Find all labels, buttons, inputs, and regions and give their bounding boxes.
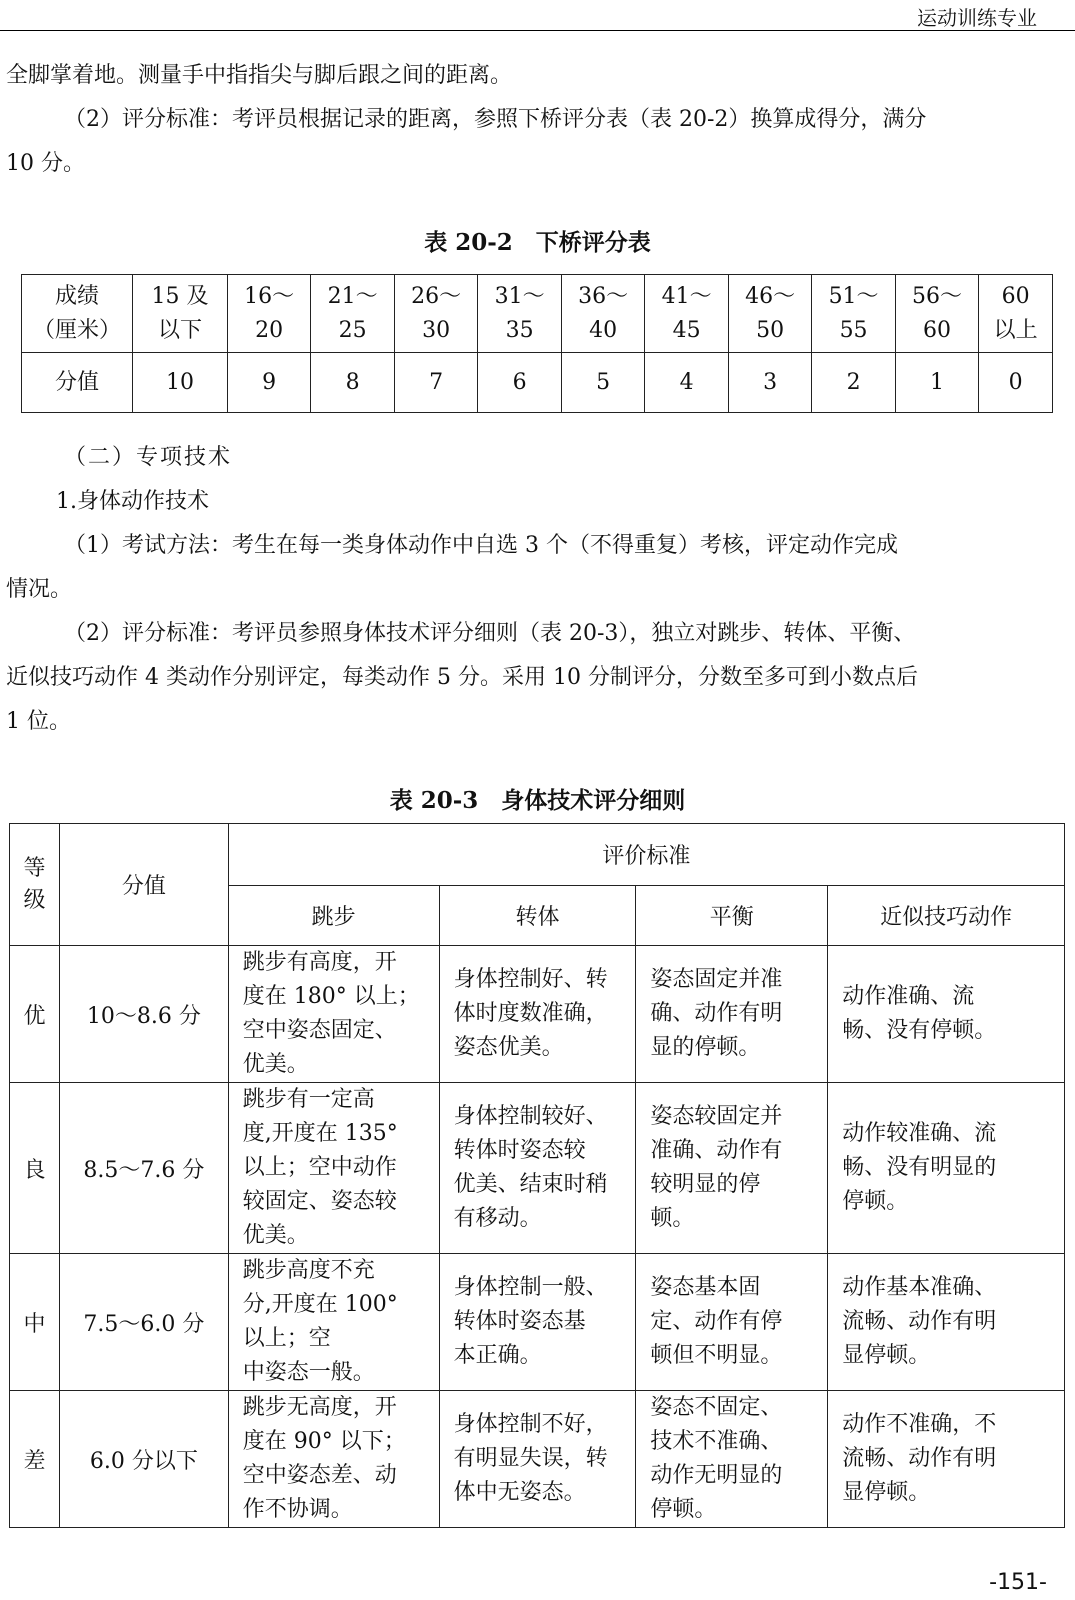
table-row <box>10 1254 1065 1391</box>
criteria-cell: 姿态固定并准 确、动作有明 显的停顿。 <box>636 946 828 1083</box>
score-cell: 7.5～6.0 分 <box>59 1254 228 1391</box>
score-cell: 8.5～7.6 分 <box>59 1083 228 1254</box>
intro-paragraph-1: 全脚掌着地。测量手中指指尖与脚后跟之间的距离。 <box>6 63 513 88</box>
table-cell: 0 <box>979 353 1053 413</box>
table-header-cell: 60 以上 <box>979 275 1053 353</box>
table-cell: 10 <box>133 353 228 413</box>
criteria-cell: 姿态较固定并 准确、动作有 较明显的停 顿。 <box>636 1083 828 1254</box>
bridge-score-table <box>21 274 1053 413</box>
criteria-cell: 身体控制较好、 转体时姿态较 优美、结束时稍 有移动。 <box>439 1083 636 1254</box>
table-cell: 9 <box>227 353 310 413</box>
standard-line-3: 1 位。 <box>6 709 71 734</box>
table-row <box>22 353 1053 413</box>
column-header-cell: 跳步 <box>228 886 439 946</box>
table-cell: 4 <box>645 353 728 413</box>
table-header-cell: 21～ 25 <box>311 275 394 353</box>
table-1-title: 表 20-2 下桥评分表 <box>424 229 651 256</box>
criteria-header-cell: 评价标准 <box>228 824 1064 886</box>
criteria-cell: 跳步有一定高 度,开度在 135° 以上；空中动作 较固定、姿态较 优美。 <box>228 1083 439 1254</box>
criteria-cell: 跳步无高度，开 度在 90° 以下； 空中姿态差、动 作不协调。 <box>228 1391 439 1528</box>
criteria-cell: 动作不准确，不 流畅、动作有明 显停顿。 <box>828 1391 1065 1528</box>
table-header-cell: 41～ 45 <box>645 275 728 353</box>
table-row <box>10 1083 1065 1254</box>
intro-paragraph-2-line-2: 10 分。 <box>6 151 85 176</box>
table-row <box>10 1391 1065 1528</box>
table-cell: 3 <box>728 353 811 413</box>
table-header-cell: 26～ 30 <box>394 275 477 353</box>
table-row <box>22 275 1053 353</box>
criteria-cell: 身体控制一般、 转体时姿态基 本正确。 <box>439 1254 636 1391</box>
criteria-cell: 动作较准确、流 畅、没有明显的 停顿。 <box>828 1083 1065 1254</box>
table-cell: 2 <box>812 353 895 413</box>
table-2-title: 表 20-3 身体技术评分细则 <box>389 787 686 814</box>
column-header-cell: 转体 <box>439 886 636 946</box>
section-text <box>6 436 1064 744</box>
intro-paragraph-2-line-1: （2）评分标准：考评员根据记录的距离，参照下桥评分表（表 20-2）换算成得分，满分 <box>64 107 927 132</box>
table-cell: 8 <box>311 353 394 413</box>
score-cell: 6.0 分以下 <box>59 1391 228 1528</box>
criteria-cell: 姿态不固定、 技术不准确、 动作无明显的 停顿。 <box>636 1391 828 1528</box>
column-header-cell: 近似技巧动作 <box>828 886 1065 946</box>
table-header-cell: 31～ 35 <box>478 275 561 353</box>
table-row <box>10 824 1065 886</box>
table-header-cell: 51～ 55 <box>812 275 895 353</box>
table-header-cell: 15 及 以下 <box>133 275 228 353</box>
grade-cell: 优 <box>10 946 60 1083</box>
table-cell: 5 <box>561 353 644 413</box>
table-header-cell: 16～ 20 <box>227 275 310 353</box>
standard-line-1: （2）评分标准：考评员参照身体技术评分细则（表 20-3），独立对跳步、转体、平衡、 <box>64 621 916 646</box>
table-cell: 1 <box>895 353 978 413</box>
header-divider <box>0 30 1075 31</box>
criteria-cell: 跳步高度不充 分,开度在 100° 以上；空 中姿态一般。 <box>228 1254 439 1391</box>
criteria-cell: 动作准确、流 畅、没有停顿。 <box>828 946 1065 1083</box>
criteria-cell: 姿态基本固 定、动作有停 顿但不明显。 <box>636 1254 828 1391</box>
table-header-cell: 56～ 60 <box>895 275 978 353</box>
table-header-cell: 分值 <box>22 353 133 413</box>
table-row <box>10 946 1065 1083</box>
criteria-cell: 身体控制不好， 有明显失误，转 体中无姿态。 <box>439 1391 636 1528</box>
table-header-cell: 成绩 （厘米） <box>22 275 133 353</box>
table-header-cell: 46～ 50 <box>728 275 811 353</box>
score-header-cell: 分值 <box>59 824 228 946</box>
column-header-cell: 平衡 <box>636 886 828 946</box>
grade-header-cell: 等级 <box>10 824 60 946</box>
body-technique-table <box>9 823 1065 1528</box>
criteria-cell: 跳步有高度，开 度在 180° 以上； 空中姿态固定、 优美。 <box>228 946 439 1083</box>
table-header-cell: 36～ 40 <box>561 275 644 353</box>
score-cell: 10～8.6 分 <box>59 946 228 1083</box>
criteria-cell: 身体控制好、转 体时度数准确， 姿态优美。 <box>439 946 636 1083</box>
page-number: -151- <box>989 1570 1047 1595</box>
standard-line-2: 近似技巧动作 4 类动作分别评定，每类动作 5 分。采用 10 分制评分，分数至多可到小数点后 <box>6 665 918 690</box>
table-cell: 6 <box>478 353 561 413</box>
criteria-cell: 动作基本准确、 流畅、动作有明 显停顿。 <box>828 1254 1065 1391</box>
table-cell: 7 <box>394 353 477 413</box>
method-line-2: 情况。 <box>6 577 73 602</box>
section-subheading: 1.身体动作技术 <box>56 489 209 514</box>
grade-cell: 中 <box>10 1254 60 1391</box>
section-heading: （二）专项技术 <box>64 445 233 470</box>
method-line-1: （1）考试方法：考生在每一类身体动作中自选 3 个（不得重复）考核，评定动作完成 <box>64 533 898 558</box>
grade-cell: 良 <box>10 1083 60 1254</box>
intro-text <box>6 54 1064 186</box>
grade-cell: 差 <box>10 1391 60 1528</box>
running-header: 运动训练专业 <box>917 6 1037 30</box>
